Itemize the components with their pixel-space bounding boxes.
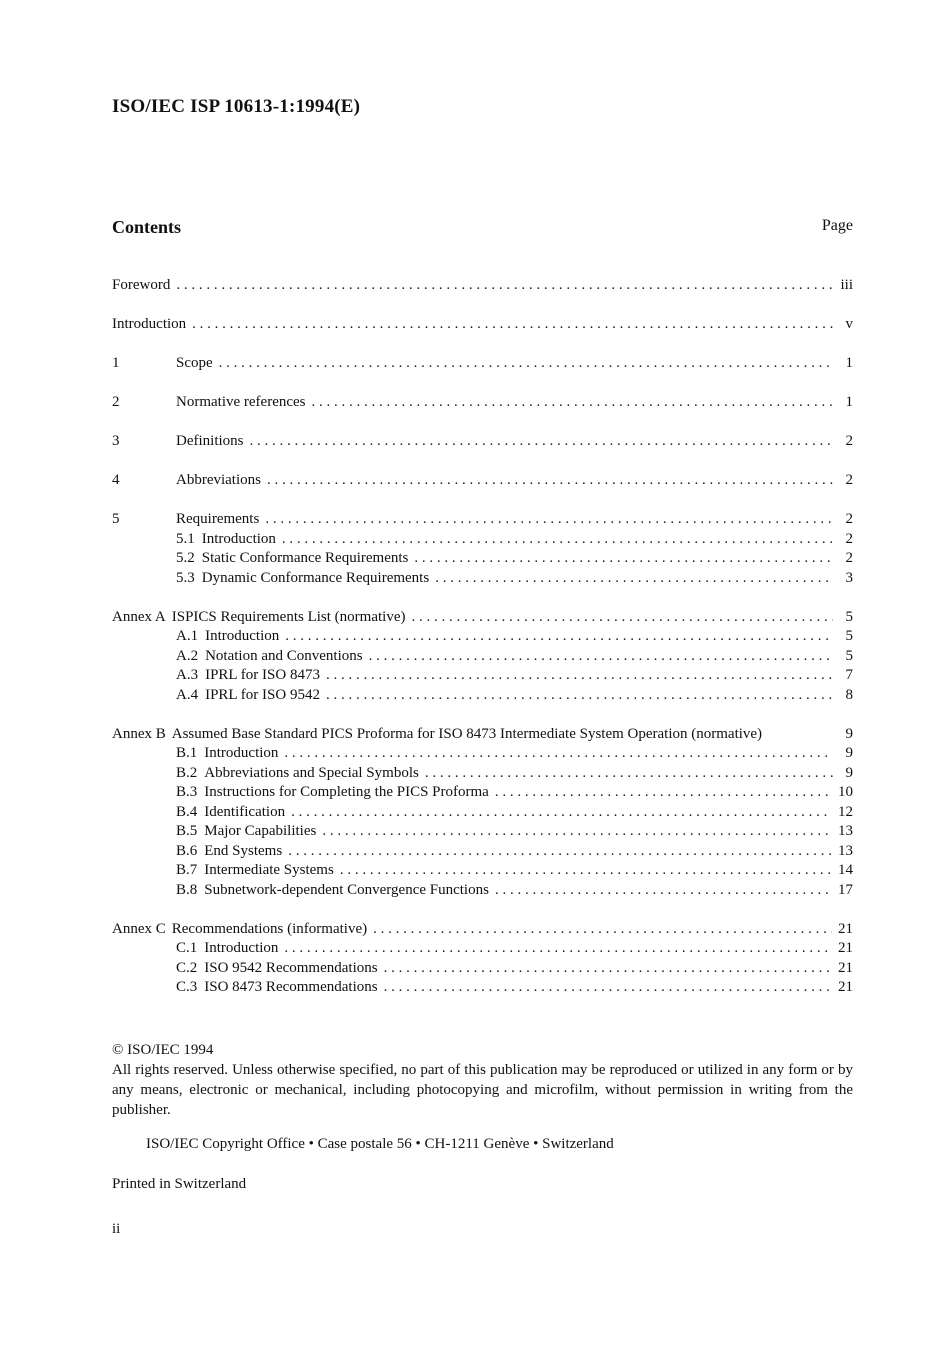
toc-entry-label: Abbreviations: [176, 472, 261, 488]
toc-entry: [112, 277, 853, 297]
toc-entry-label: Foreword: [112, 277, 171, 293]
toc-entry-label: Major Capabilities: [204, 823, 317, 839]
toc-subentry: [112, 531, 853, 551]
toc-subentry-number: 5.1: [176, 530, 195, 547]
toc-entry-label: Introduction: [204, 940, 279, 956]
toc-dot-leader: [267, 472, 833, 489]
toc-entry-label: ISPICS Requirements List (normative): [171, 608, 406, 625]
toc-dot-leader: [322, 823, 832, 840]
toc-subentry-number: A.2: [176, 647, 199, 664]
toc-dot-leader: [425, 765, 833, 782]
toc-subentry-number: B.3: [176, 784, 198, 800]
toc-entry: [112, 355, 853, 375]
toc-entry-label: Normative references: [176, 394, 306, 410]
toc-page-number: 14: [838, 862, 853, 878]
toc-spacer: [112, 901, 853, 921]
toc-dot-leader: [369, 648, 833, 665]
toc-dot-leader: [495, 882, 832, 899]
toc-page-number: v: [845, 316, 853, 332]
toc-dot-leader: [250, 433, 834, 450]
toc-subentry-number: 5.2: [176, 550, 195, 566]
toc-subentry: [112, 667, 853, 687]
toc-dot-leader: [373, 921, 832, 938]
toc-spacer: [112, 453, 853, 473]
toc-subentry-number: A.1: [176, 628, 199, 644]
toc-dot-leader: [192, 316, 833, 333]
toc-entry-label: Scope: [176, 355, 213, 371]
toc-entry-number: 1: [112, 355, 120, 371]
toc-dot-leader: [285, 628, 833, 645]
toc-entry: [112, 726, 853, 746]
toc-page-number: 21: [838, 979, 853, 995]
toc-subentry: [112, 550, 853, 570]
toc-dot-leader: [288, 843, 832, 860]
toc-subentry-number: B.4: [176, 803, 198, 820]
copyright-block: [112, 1040, 853, 1120]
toc-page-number: 1: [845, 394, 853, 410]
toc-page-number: 13: [838, 842, 853, 859]
toc-page-number: 17: [838, 881, 853, 898]
toc-dot-leader: [176, 277, 833, 294]
toc-entry: [112, 433, 853, 453]
toc-entry-label: Introduction: [112, 316, 187, 332]
toc-entry-label: ISO 8473 Recommendations: [204, 979, 378, 995]
toc-page-number: 2: [845, 511, 853, 527]
toc-entry-label: Static Conformance Requirements: [201, 550, 409, 566]
toc-entry-label: Definitions: [176, 433, 244, 449]
toc-spacer: [112, 297, 853, 317]
toc-group: [112, 277, 853, 297]
toc-dot-leader: [291, 804, 832, 821]
toc-entry-label: Recommendations (informative): [171, 920, 368, 937]
toc-spacer: [112, 375, 853, 395]
toc-subentry: [112, 687, 853, 707]
toc-dot-leader: [282, 531, 833, 548]
toc-page-number: 8: [845, 686, 853, 703]
toc-spacer: [112, 492, 853, 512]
toc-subentry-number: B.6: [176, 842, 198, 859]
toc-entry-label: IPRL for ISO 9542: [205, 686, 320, 703]
toc-dot-leader: [284, 745, 833, 762]
toc-page-number: 1: [845, 355, 853, 371]
toc-page-number: 5: [845, 628, 853, 644]
copyright-office-address: ISO/IEC Copyright Office • Case postale 56 • CH-1211 Genève • Switzerland: [146, 1136, 614, 1152]
toc-entry-label: Assumed Base Standard PICS Proforma for ISO 8473 Intermediate System Operation (normative): [171, 725, 763, 742]
toc-entry-number: 4: [112, 472, 120, 488]
toc-subentry: [112, 745, 853, 765]
toc-annex-number: Annex B: [112, 725, 166, 742]
toc-page-number: 21: [838, 920, 853, 937]
toc-subentry-number: B.8: [176, 881, 198, 898]
toc-subentry: [112, 784, 853, 804]
page-number: ii: [112, 1221, 121, 1237]
toc-dot-leader: [326, 667, 833, 684]
toc-entry: [112, 511, 853, 531]
toc-subentry: [112, 882, 853, 902]
document-title: ISO/IEC ISP 10613-1:1994(E): [112, 96, 361, 117]
toc-entry-label: Intermediate Systems: [204, 862, 334, 878]
toc-subentry: [112, 823, 853, 843]
toc-subentry-number: C.2: [176, 959, 198, 976]
toc-dot-leader: [265, 511, 833, 528]
toc-dot-leader: [312, 394, 833, 411]
toc-entry-label: Instructions for Completing the PICS Proforma: [204, 784, 489, 800]
toc-page-number: 9: [845, 764, 853, 781]
toc-entry-label: Abbreviations and Special Symbols: [204, 764, 419, 781]
toc-subentry-number: A.4: [176, 686, 199, 703]
toc-page-number: 7: [845, 667, 853, 683]
toc-subentry-number: C.3: [176, 979, 198, 995]
toc-subentry-number: B.5: [176, 823, 198, 839]
toc-entry-label: Introduction: [201, 530, 276, 547]
toc-page-number: 9: [845, 725, 853, 742]
toc-page-number: 2: [845, 530, 853, 547]
toc-dot-leader: [384, 979, 832, 996]
toc-subentry-number: 5.3: [176, 569, 195, 586]
toc-entry-number: 3: [112, 433, 120, 449]
toc-entry-label: IPRL for ISO 8473: [205, 667, 320, 683]
toc-entry-label: Requirements: [176, 511, 260, 527]
toc-page-number: 3: [845, 569, 853, 586]
page-column-heading: Page: [821, 217, 853, 234]
toc-entry: [112, 394, 853, 414]
toc-spacer: [112, 706, 853, 726]
toc-entry-label: End Systems: [204, 842, 283, 859]
toc-entry-number: 5: [112, 511, 120, 527]
toc-subentry: [112, 979, 853, 999]
toc-page-number: 10: [838, 784, 853, 800]
toc-dot-leader: [384, 960, 832, 977]
toc-subentry-number: C.1: [176, 940, 198, 956]
toc-group: [112, 394, 853, 414]
toc-entry-label: ISO 9542 Recommendations: [204, 959, 378, 976]
toc-page-number: 5: [845, 608, 853, 625]
toc-page-number: 2: [845, 472, 853, 488]
toc-page-number: 2: [845, 433, 853, 449]
toc-dot-leader: [340, 862, 832, 879]
toc-group: [112, 921, 853, 999]
toc-subentry: [112, 940, 853, 960]
toc-dot-leader: [435, 570, 833, 587]
toc-subentry: [112, 862, 853, 882]
toc-entry-label: Introduction: [205, 628, 280, 644]
toc-entry-number: 2: [112, 394, 120, 410]
toc-group: [112, 726, 853, 902]
toc-page-number: 5: [845, 647, 853, 664]
toc-group: [112, 472, 853, 492]
toc-page-number: 12: [838, 803, 853, 820]
toc-entry: [112, 316, 853, 336]
toc-subentry: [112, 628, 853, 648]
toc-subentry-number: B.2: [176, 764, 198, 781]
toc-annex-number: Annex C: [112, 920, 166, 937]
toc-page-number: iii: [840, 277, 853, 293]
toc-dot-leader: [411, 609, 833, 626]
toc-group: [112, 355, 853, 375]
toc-dot-leader: [219, 355, 833, 372]
rights-statement: All rights reserved. Unless otherwise specified, no part of this publication may be reproduced or utilized in any form or by any means, electronic or mechanical, including photocopying and microfilm, without permission in writing from the publisher.: [112, 1062, 853, 1118]
toc-subentry: [112, 960, 853, 980]
toc-page-number: 21: [838, 959, 853, 976]
toc-spacer: [112, 336, 853, 356]
copyright-line: © ISO/IEC 1994: [112, 1042, 214, 1058]
toc-subentry: [112, 570, 853, 590]
toc-entry: [112, 921, 853, 941]
toc-group: [112, 609, 853, 707]
toc-subentry-number: B.1: [176, 745, 198, 761]
toc-subentry: [112, 804, 853, 824]
toc-entry: [112, 472, 853, 492]
toc-page-number: 9: [845, 745, 853, 761]
toc-subentry-number: A.3: [176, 667, 199, 683]
toc-entry-label: Dynamic Conformance Requirements: [201, 569, 430, 586]
toc-subentry: [112, 765, 853, 785]
toc-entry-label: Notation and Conventions: [205, 647, 363, 664]
printed-in: Printed in Switzerland: [112, 1176, 247, 1192]
toc-dot-leader: [495, 784, 832, 801]
contents-heading: Contents: [112, 217, 182, 237]
toc-group: [112, 433, 853, 453]
toc-dot-leader: [326, 687, 833, 704]
toc-spacer: [112, 414, 853, 434]
toc-subentry: [112, 843, 853, 863]
toc-entry-label: Subnetwork-dependent Convergence Functions: [204, 881, 489, 898]
toc-entry-label: Identification: [204, 803, 286, 820]
toc-page-number: 2: [845, 550, 853, 566]
toc-annex-number: Annex A: [112, 608, 166, 625]
toc-subentry-number: B.7: [176, 862, 198, 878]
toc-dot-leader: [284, 940, 832, 957]
toc-entry: [112, 609, 853, 629]
toc-subentry: [112, 648, 853, 668]
toc-spacer: [112, 589, 853, 609]
toc-dot-leader: [414, 550, 833, 567]
toc-group: [112, 511, 853, 589]
toc-page-number: 21: [838, 940, 853, 956]
table-of-contents: [112, 277, 853, 999]
toc-group: [112, 316, 853, 336]
toc-entry-label: Introduction: [204, 745, 279, 761]
toc-page-number: 13: [838, 823, 853, 839]
